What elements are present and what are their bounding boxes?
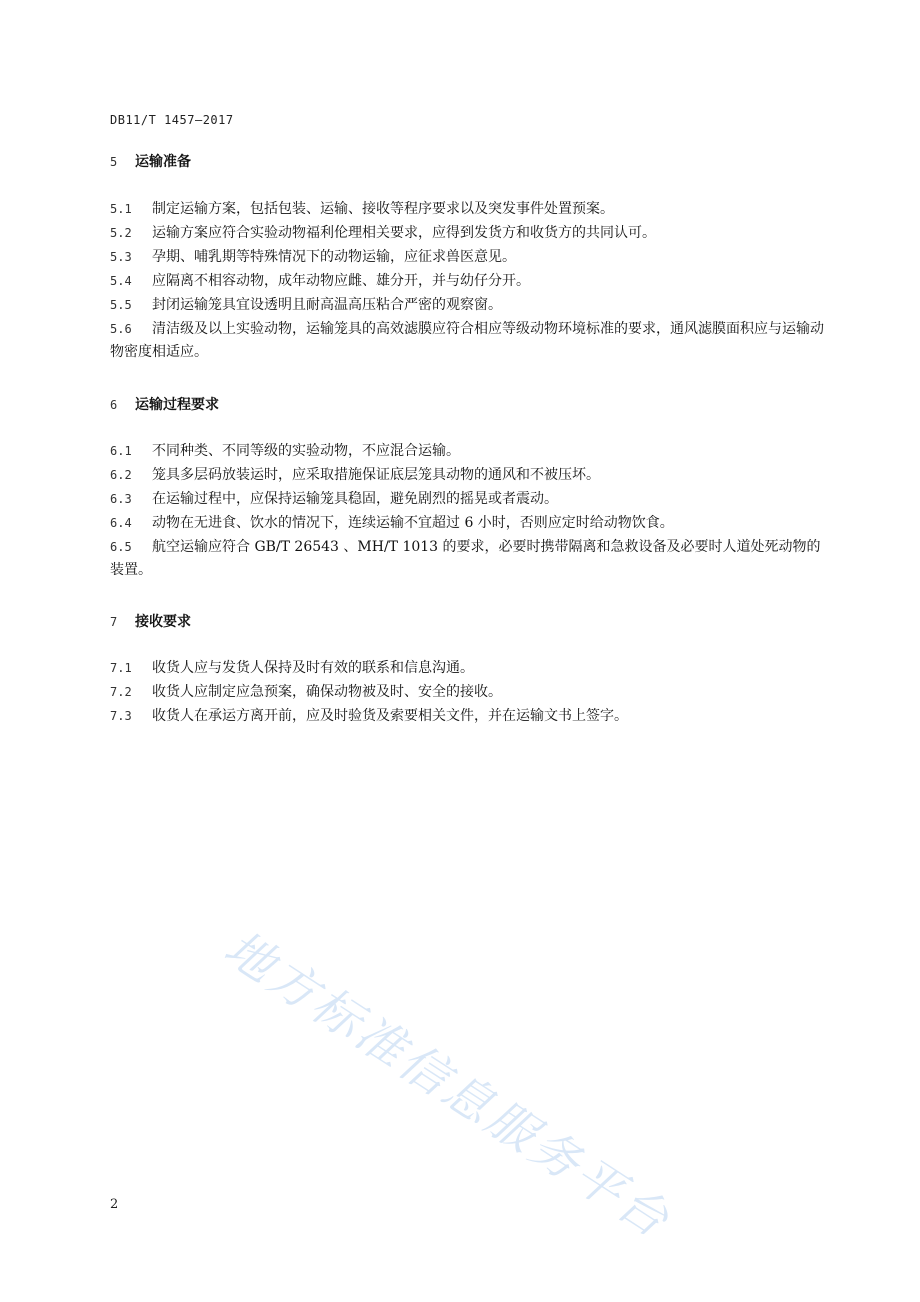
clause-text: 运输方案应符合实验动物福利伦理相关要求，应得到发货方和收货方的共同认可。	[152, 225, 656, 241]
clause-text: 制定运输方案，包括包装、运输、接收等程序要求以及突发事件处置预案。	[152, 201, 614, 217]
clause-number: 6.1	[110, 444, 132, 458]
clause-text: 封闭运输笼具宜设透明且耐高温高压粘合严密的观察窗。	[152, 297, 502, 313]
clause-text: 航空运输应符合 GB/T 26543 、MH/T 1013 的要求，必要时携带隔离和急救设备及必要时人道处死动物的装置。	[110, 539, 821, 578]
clause-number: 7.2	[110, 685, 132, 699]
clause-text: 孕期、哺乳期等特殊情况下的动物运输，应征求兽医意见。	[152, 249, 516, 265]
clause-text: 收货人应与发货人保持及时有效的联系和信息沟通。	[152, 660, 474, 676]
clause-number: 5.4	[110, 274, 132, 288]
section-heading-5	[110, 151, 191, 171]
clause-6-4	[110, 512, 830, 535]
clause-number: 5.5	[110, 298, 132, 312]
clause-5-3	[110, 246, 830, 269]
watermark: 地方标准信息服务平台	[214, 919, 681, 1250]
clause-text: 清洁级及以上实验动物，运输笼具的高效滤膜应符合相应等级动物环境标准的要求，通风滤膜面积应与运输动物密度相适应。	[110, 321, 824, 360]
clause-6-3	[110, 488, 830, 511]
clause-number: 5.3	[110, 250, 132, 264]
document-code: DB11/T 1457—2017	[110, 113, 234, 127]
clause-5-4	[110, 270, 830, 293]
clause-number: 6.5	[110, 540, 132, 554]
clause-number: 5.2	[110, 226, 132, 240]
clause-5-6	[110, 318, 830, 364]
clause-5-1	[110, 198, 830, 221]
clause-number: 5.6	[110, 322, 132, 336]
clause-5-2	[110, 222, 830, 245]
clause-number: 6.3	[110, 492, 132, 506]
clause-7-3	[110, 705, 830, 728]
section-title: 接收要求	[135, 614, 191, 630]
clause-text: 笼具多层码放装运时，应采取措施保证底层笼具动物的通风和不被压坏。	[152, 467, 600, 483]
clause-text: 收货人在承运方离开前，应及时验货及索要相关文件，并在运输文书上签字。	[152, 708, 628, 724]
clause-6-1	[110, 440, 830, 463]
clause-text: 动物在无进食、饮水的情况下，连续运输不宜超过 6 小时，否则应定时给动物饮食。	[152, 515, 674, 531]
clause-text: 收货人应制定应急预案，确保动物被及时、安全的接收。	[152, 684, 502, 700]
clause-number: 7.3	[110, 709, 132, 723]
section-heading-6	[110, 394, 219, 414]
section-number: 6	[110, 398, 118, 412]
section-heading-7	[110, 611, 191, 631]
clause-6-5	[110, 536, 830, 582]
clause-text: 在运输过程中，应保持运输笼具稳固，避免剧烈的摇晃或者震动。	[152, 491, 558, 507]
clause-number: 6.2	[110, 468, 132, 482]
clause-number: 5.1	[110, 202, 132, 216]
clause-number: 6.4	[110, 516, 132, 530]
clause-7-1	[110, 657, 830, 680]
clause-6-2	[110, 464, 830, 487]
clause-7-2	[110, 681, 830, 704]
page-number: 2	[110, 1197, 119, 1212]
clause-text: 不同种类、不同等级的实验动物，不应混合运输。	[152, 443, 460, 459]
section-title: 运输过程要求	[135, 397, 219, 413]
clause-number: 7.1	[110, 661, 132, 675]
section-title: 运输准备	[135, 154, 191, 170]
section-number: 5	[110, 155, 118, 169]
section-number: 7	[110, 615, 118, 629]
clause-5-5	[110, 294, 830, 317]
clause-text: 应隔离不相容动物，成年动物应雌、雄分开，并与幼仔分开。	[152, 273, 530, 289]
